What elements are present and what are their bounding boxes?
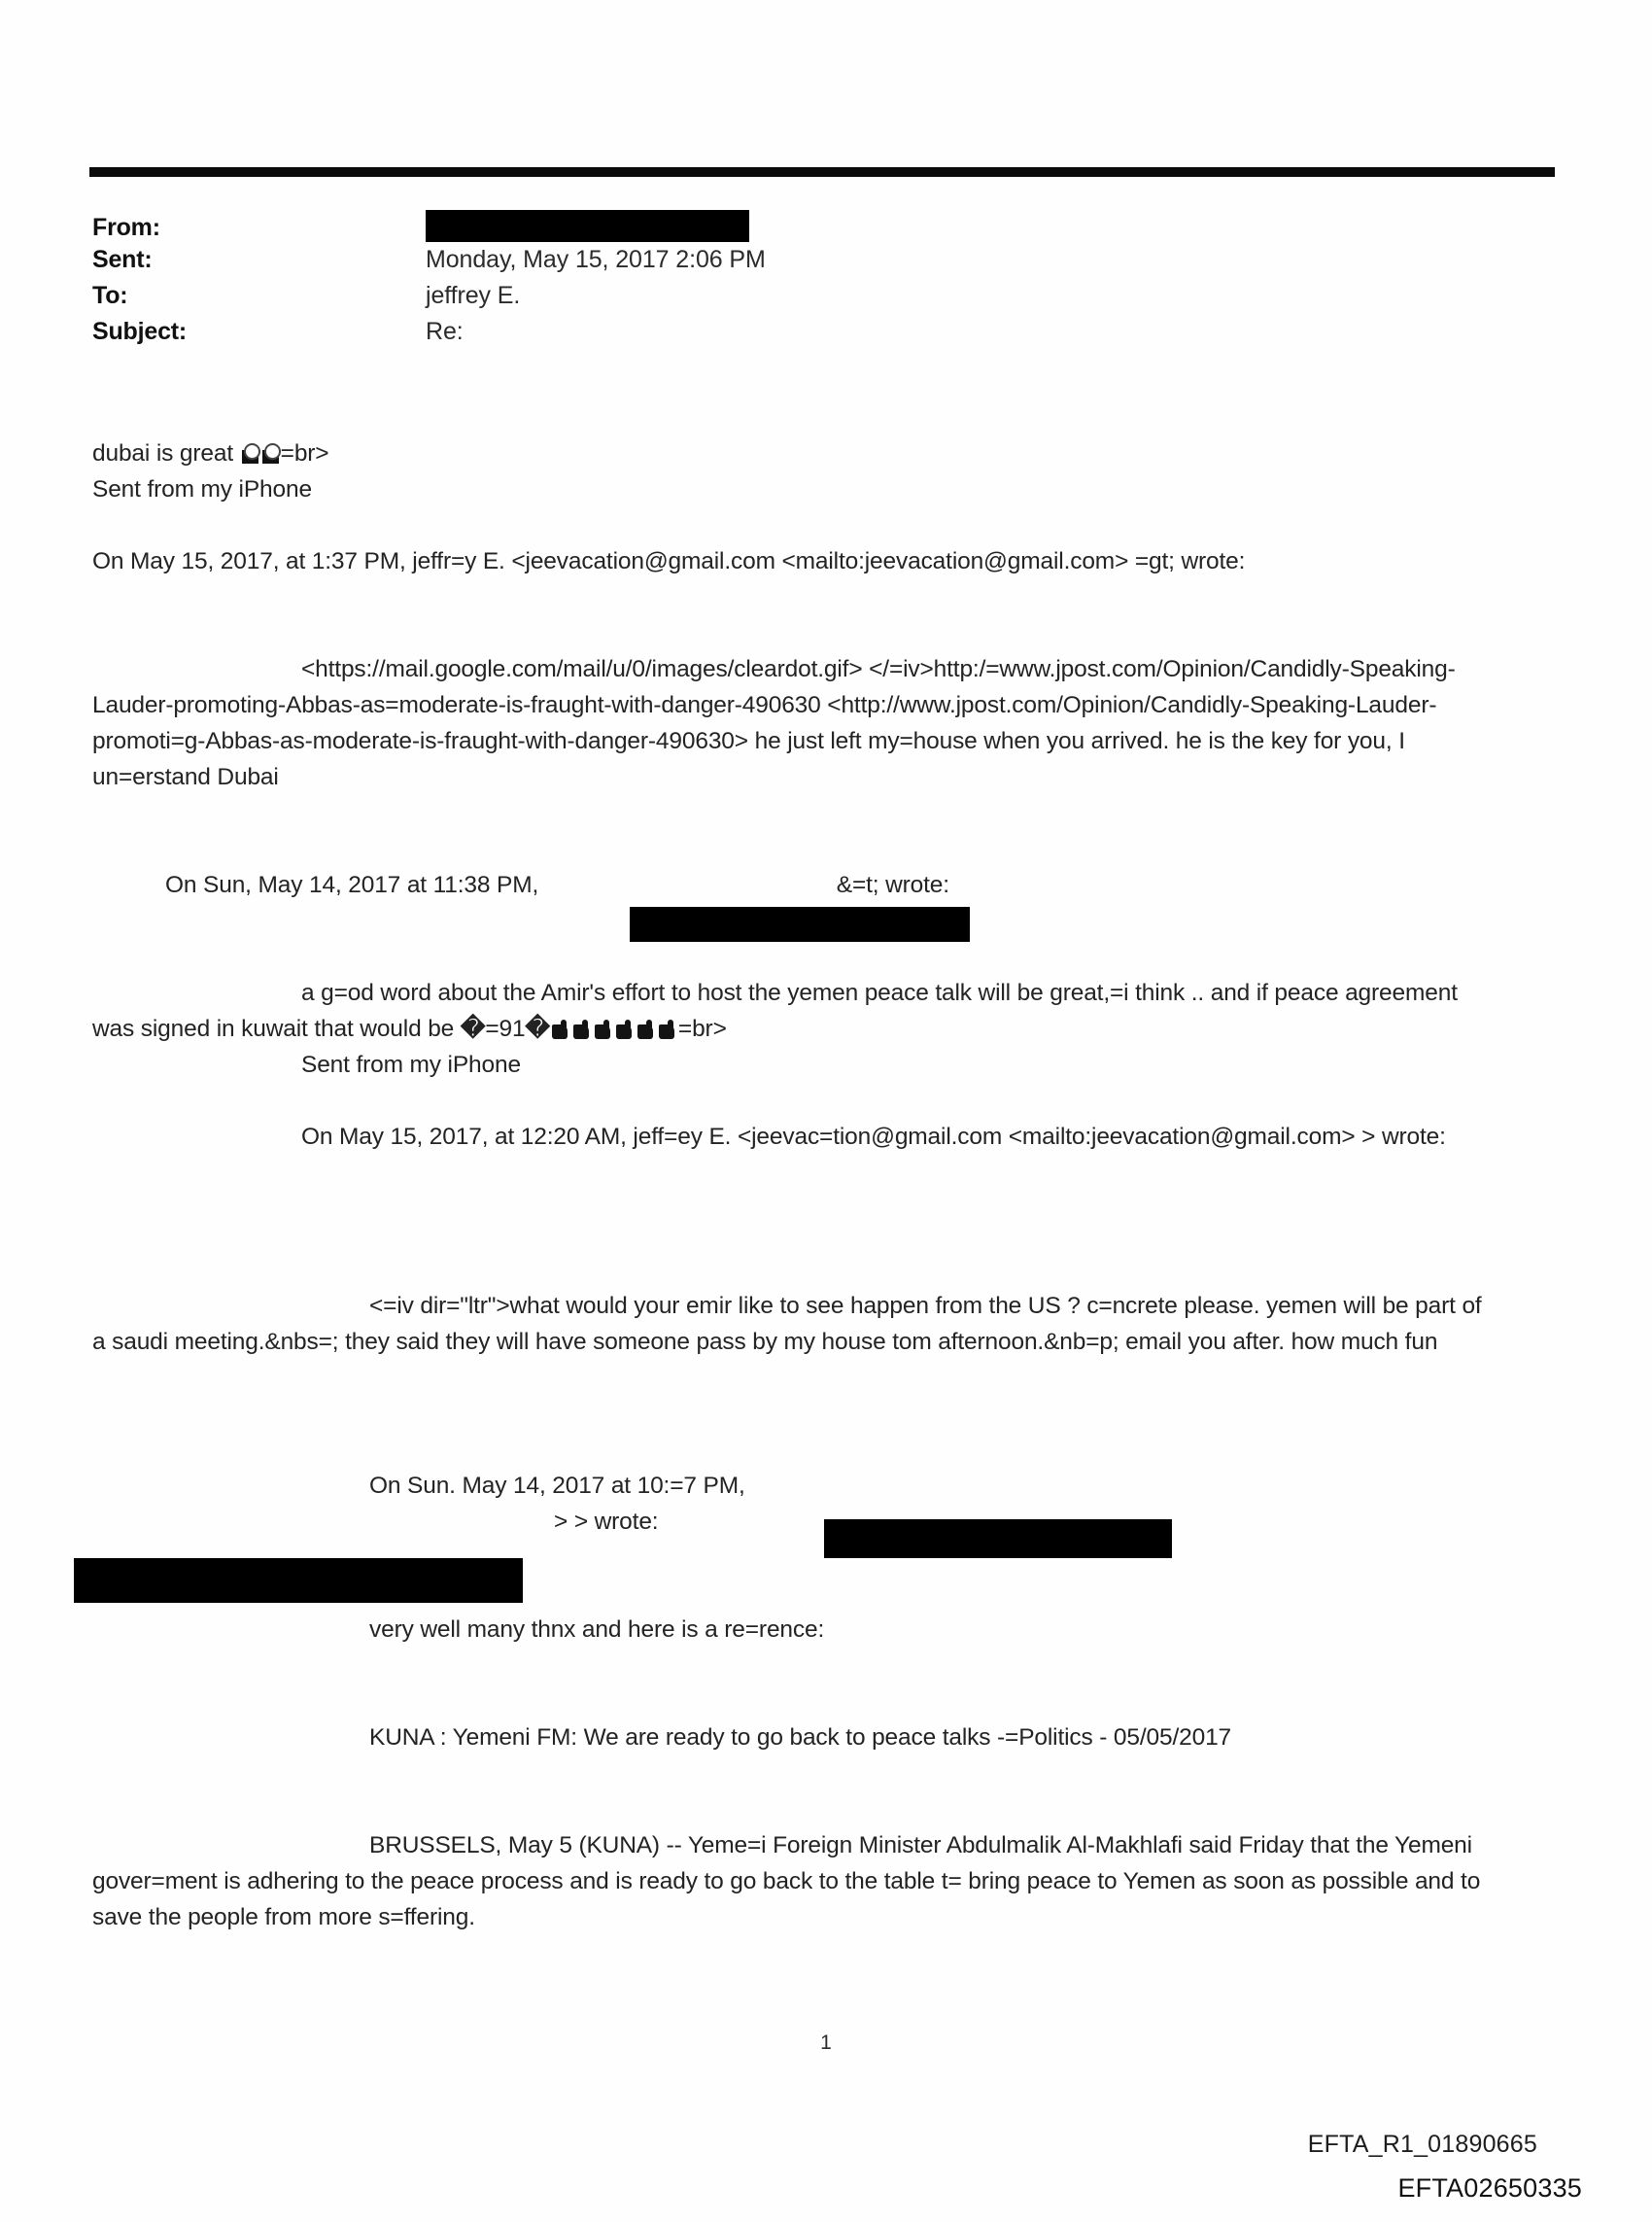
- emoji-person-glyph-2: [260, 443, 281, 464]
- line-quote-header-may15-137pm: On May 15, 2017, at 1:37 PM, jeffr=y E. <jeevacation@gmail.com <mailto:jeevacation@gmail.com> =gt; wrote:: [92, 548, 1246, 574]
- line-very-well-thnx: very well many thnx and here is a re=rence:: [369, 1616, 825, 1643]
- body-spacer-8: [92, 1360, 1482, 1432]
- header-label-to: To:: [92, 282, 128, 309]
- line-dubai-pre-text: dubai is great: [92, 440, 240, 467]
- replacement-char-glyph-1: �: [460, 1015, 486, 1042]
- redaction-bar-sender-sun-1138pm: [630, 907, 970, 942]
- body-spacer-6: [92, 1155, 1482, 1252]
- header-row-sent: [92, 246, 1453, 282]
- body-spacer-12: [92, 1755, 1482, 1827]
- paragraph-amir-pre-text: a g=od word about the Amir's effort to host the yemen peace talk will be great,=i think .. and if peace agreement was signed in kuwait that would be: [92, 980, 1458, 1042]
- line-sun1138-post-text: &=t; wrote:: [836, 872, 949, 898]
- body-spacer-11: [92, 1648, 1482, 1719]
- header-label-subject: Subject:: [92, 318, 188, 345]
- email-header-fields: [92, 210, 1453, 354]
- line-kuna-headline: KUNA : Yemeni FM: We are ready to go back to peace talks -=Politics - 05/05/2017: [369, 1724, 1232, 1751]
- thumbs-up-icon-3: [595, 1020, 611, 1039]
- paragraph-amir-effort: [92, 975, 1482, 1047]
- thumbs-up-icon-6: [659, 1020, 675, 1039]
- body-spacer-2: [92, 579, 1482, 651]
- redaction-bar-from: [426, 210, 749, 242]
- thumbs-up-icon-5: [637, 1020, 654, 1039]
- paragraph-emir-question: <=iv dir="ltr">what would your emir like to see happen from the US ? c=ncrete please. yemen will be part of a saudi meeting.&nbs=; they said they will have someone pass by my house tom afternoon.&nb=p; email you after. how much fun: [92, 1293, 1482, 1355]
- header-row-to: [92, 282, 1453, 318]
- line-quote-header-sun-may14-1138pm: [92, 867, 1482, 903]
- emoji-person-glyph-1: [240, 443, 260, 464]
- header-label-from: From:: [92, 214, 160, 241]
- paragraph-amir-post-text: =br>: [677, 1016, 727, 1042]
- redaction-bar-sender-sun-107pm-line2: [74, 1558, 523, 1603]
- header-value-sent: Monday, May 15, 2017 2:06 PM: [426, 246, 766, 273]
- email-body: [92, 435, 1482, 1935]
- paragraph-brussels-kuna: BRUSSELS, May 5 (KUNA) -- Yeme=i Foreign Minister Abdulmalik Al-Makhlafi said Friday that the Yemeni gover=ment is adhering to the peace process and is ready to go back to the table t= bring peace to Yemen as soon as possible and to save the people from more s=ffering.: [92, 1832, 1481, 1930]
- header-value-from: [426, 210, 749, 242]
- line-sent-from-iphone-2: Sent from my iPhone: [301, 1052, 521, 1078]
- redaction-bar-sender-sun-107pm-line1: [824, 1519, 1172, 1558]
- line-sun1138-pre-text: On Sun, May 14, 2017 at 11:38 PM,: [165, 872, 539, 898]
- bates-number-secondary: EFTA02650335: [1397, 2173, 1582, 2203]
- line-quote-header-sun-may14-107pm: [92, 1468, 1482, 1540]
- body-spacer-3: [92, 795, 1482, 867]
- line-quote-header-may15-1220am: On May 15, 2017, at 12:20 AM, jeff=ey E. <jeevac=tion@gmail.com <mailto:jeevacation@gmail.com> > wrote:: [301, 1124, 1446, 1150]
- line-sun107-pre-text: On Sun. May 14, 2017 at 10:=7 PM,: [369, 1473, 745, 1499]
- line-dubai-post-text: =br>: [280, 440, 329, 467]
- paragraph-jpost-url: <https://mail.google.com/mail/u/0/images/cleardot.gif> </=iv>http:/=www.jpost.com/Opinion/Candidly-Speaking-Lauder-promoting-Abbas-as=moderate-is-fraught-with-danger-490630 <http://www.jpost.com/Opinion/Candidly-Speaking-Lauder-promoti=g-Abbas-as-moderate-is-fraught-with-danger-490630> he just left my=house when you arrived. he is the key for you, I un=erstand Dubai: [92, 656, 1456, 790]
- line-dubai-is-great: [92, 435, 1482, 471]
- paragraph-amir-code: =91: [485, 1016, 526, 1042]
- thumbs-up-icon-2: [573, 1020, 590, 1039]
- thumbs-up-icon-4: [616, 1020, 633, 1039]
- header-row-from: [92, 210, 1453, 246]
- body-spacer-7: [92, 1252, 1482, 1288]
- bates-number-primary: EFTA_R1_01890665: [1307, 2131, 1537, 2158]
- header-rule-divider: [89, 167, 1555, 177]
- header-label-sent: Sent:: [92, 246, 153, 273]
- header-row-subject: [92, 318, 1453, 354]
- body-spacer-5: [92, 1083, 1482, 1119]
- body-spacer-1: [92, 507, 1482, 543]
- line-sun107-post-text: > > wrote:: [554, 1509, 659, 1535]
- replacement-char-glyph-2: �: [525, 1015, 550, 1042]
- header-value-to: jeffrey E.: [426, 282, 521, 309]
- body-spacer-9: [92, 1432, 1482, 1468]
- page-number: 1: [820, 2031, 832, 2054]
- line-sent-from-iphone-1: Sent from my iPhone: [92, 476, 312, 503]
- header-value-subject: Re:: [426, 318, 464, 345]
- thumbs-up-icon-1: [552, 1020, 568, 1039]
